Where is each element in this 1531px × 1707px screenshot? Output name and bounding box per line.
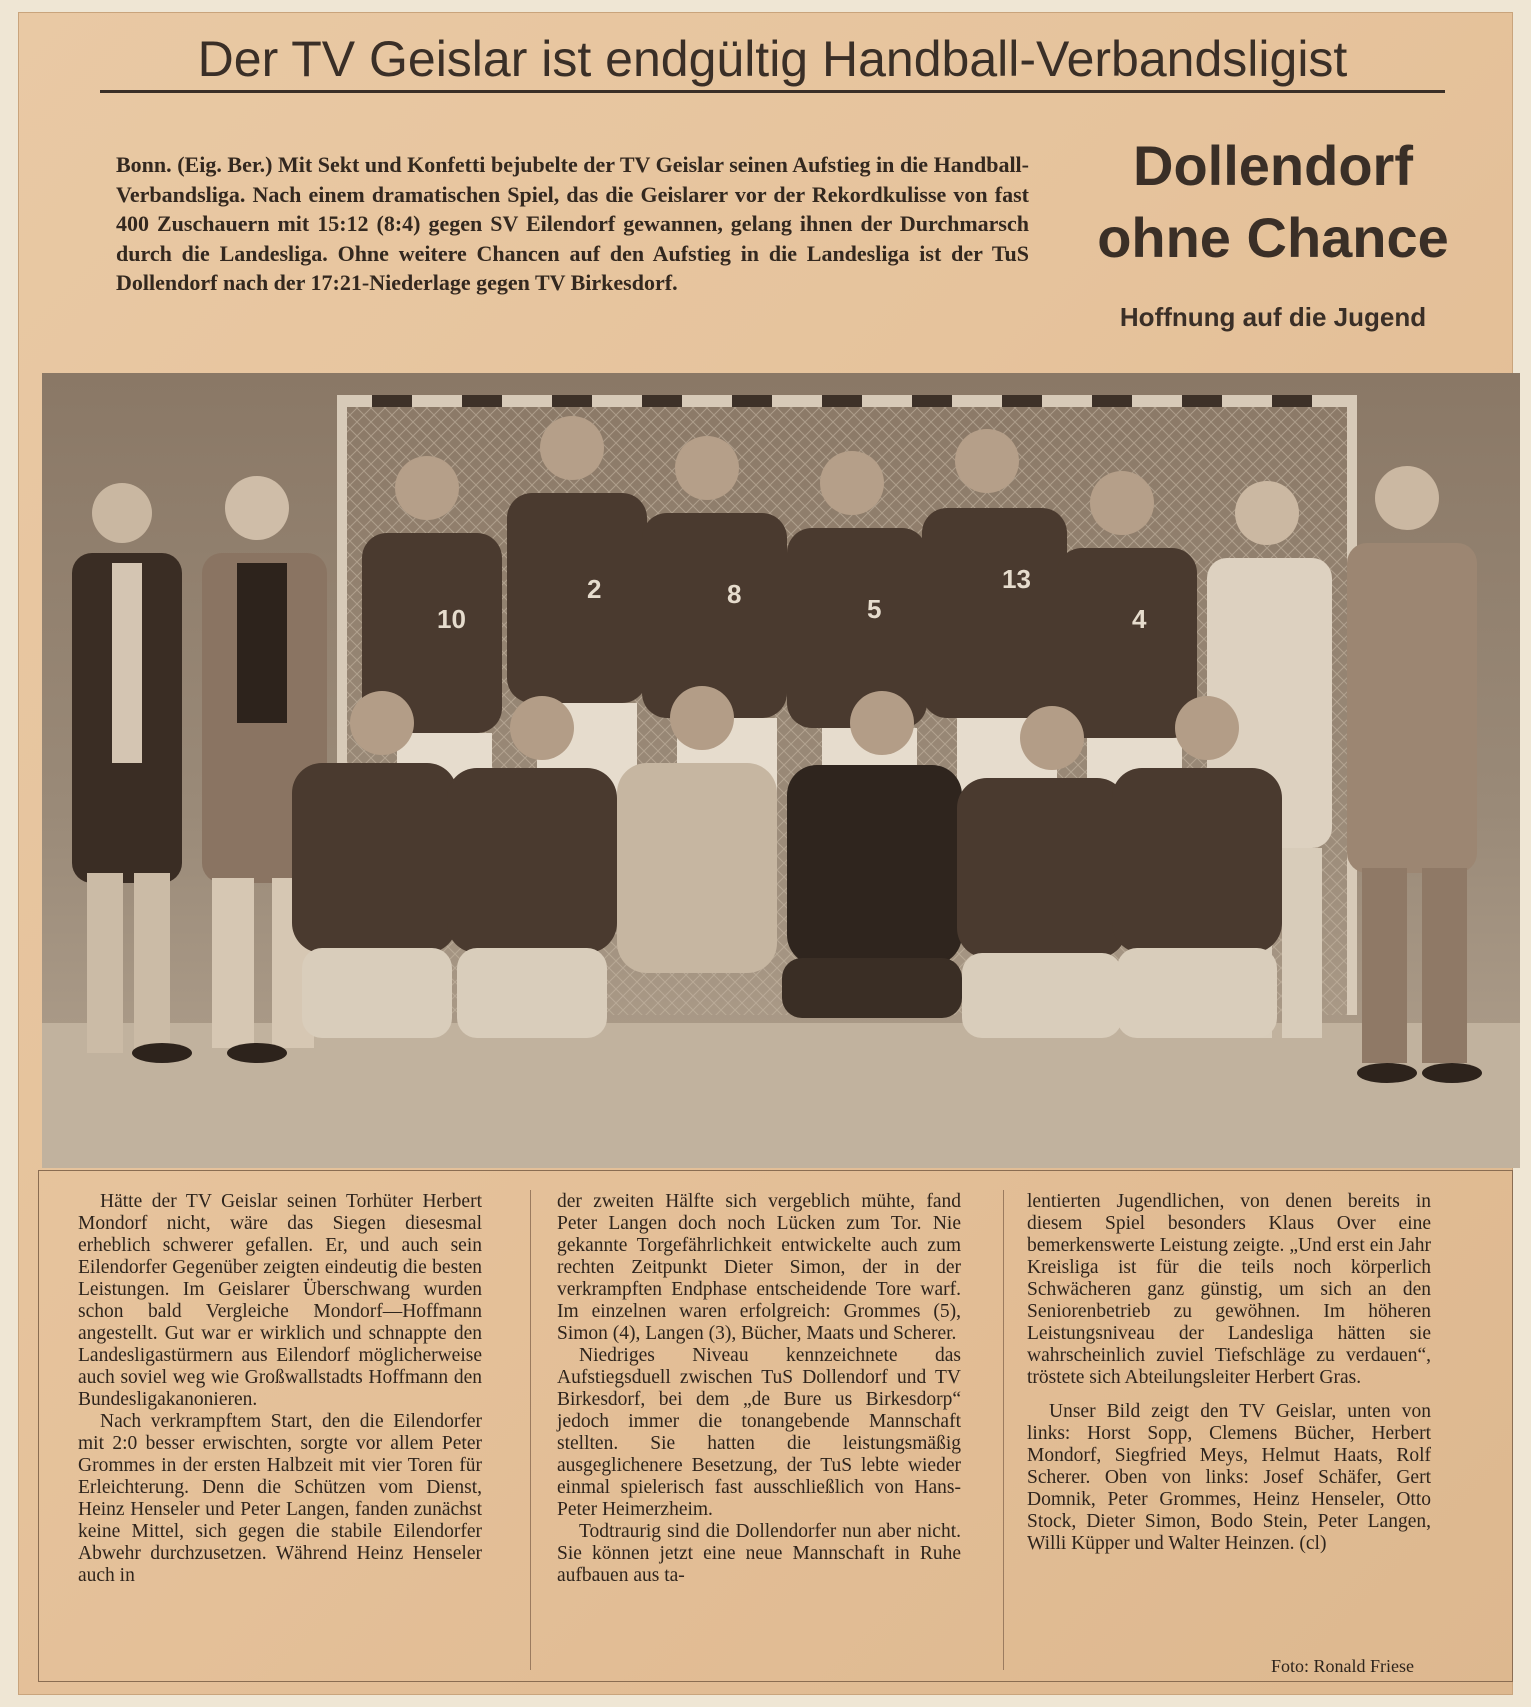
lead-paragraph: [116, 150, 1029, 298]
jersey-number: 4: [1132, 604, 1147, 634]
side-headline: [1063, 130, 1483, 274]
headline: Der TV Geislar ist endgültig Handball-Verbandsligist: [100, 30, 1445, 93]
side-headline-line2: ohne Chance: [1097, 206, 1449, 269]
photo-caption: Unser Bild zeigt den TV Geislar, unten von links: Horst Sopp, Clemens Bücher, Herbert Mondorf, Siegfried Meys, Helmut Haats, Rolf Scherer. Oben von links: Josef Schäfer, Gert Domnik, Peter Grommes, Heinz Henseler, Otto Stock, Dieter Simon, Bodo Stein, Peter Langen, Willi Küpper und Walter Heinzen. (cl): [1027, 1401, 1431, 1554]
team-photo-illustration: [42, 373, 1520, 1168]
team-photo: [42, 373, 1520, 1168]
side-headline-line1: Dollendorf: [1133, 134, 1413, 197]
jersey-number: 13: [1002, 564, 1031, 594]
article-paragraph: lentierten Jugendlichen, von denen bereits in diesem Spiel besonders Klaus Over eine bemerkenswerte Leistung zeigte. „Und erst ein Jahr Kreisliga ist für die teils noch körperlich Schwächeren ganz günstig, um sich an den Seniorenbetrieb zu gewöhnen. Im höheren Leistungsniveau der Landesliga hätten sie wahrscheinlich zuviel Tiefschläge zu verdauen“, tröstete sich Abteilungsleiter Herbert Gras.: [1027, 1191, 1431, 1388]
article-column-3: [1027, 1191, 1431, 1555]
photo-credit: Foto: Ronald Friese: [1271, 1656, 1414, 1676]
article-paragraph: Nach verkrampftem Start, den die Eilendorfer mit 2:0 besser erwischten, sorgte vor allem Peter Grommes in der ersten Halbzeit mit vier Toren für Erleichterung. Denn die Schützen vom Dienst, Heinz Henseler und Peter Langen, fanden zunächst keine Mittel, sich gegen die stabile Eilendorfer Abwehr durchzusetzen. Während Heinz Henseler auch in: [78, 1411, 482, 1586]
article-paragraph: Niedriges Niveau kennzeichnete das Aufstiegsduell zwischen TuS Dollendorf und TV Birkesdorf, bei dem „de Bure us Birkesdorp“ jedoch immer die tonangebende Mannschaft stellten. Sie hatten die leistungsmäßig ausgeglichenere Besetzung, der TuS lebte wieder einmal spielerisch fast ausschließlich von Hans-Peter Heimerzheim.: [557, 1345, 961, 1520]
article-paragraph: der zweiten Hälfte sich vergeblich mühte, fand Peter Langen doch noch Lücken zum Tor. Nie gekannte Torgefährlichkeit entwickelte auch zum rechten Zeitpunkt Dieter Simon, der in der verkrampften Endphase entscheidende Tore warf. Im einzelnen waren erfolgreich: Grommes (5), Simon (4), Langen (3), Bücher, Maats und Scherer.: [557, 1191, 961, 1344]
column-divider: [530, 1190, 531, 1670]
article-column-2: [557, 1191, 961, 1587]
side-subheadline: Hoffnung auf die Jugend: [1119, 302, 1427, 332]
jersey-number: 5: [867, 594, 882, 624]
column-divider: [1003, 1190, 1004, 1670]
article-column-1: [78, 1191, 482, 1587]
jersey-number: 10: [437, 604, 466, 634]
article-paragraph: Hätte der TV Geislar seinen Torhüter Herbert Mondorf nicht, wäre das Siegen diesesmal erheblich schwerer gefallen. Er, und auch sein Eilendorfer Gegenüber zeigten eindeutig die besten Leistungen. Im Geislarer Überschwang wurden schon bald Vergleiche Mondorf—Hoffmann angestellt. Gut war er wirklich und schnappte den Landesligastürmern aus Eilendorf möglicherweise auch soviel weg wie Großwallstadts Hoffmann den Bundesligakanonieren.: [78, 1191, 482, 1410]
jersey-number: 2: [587, 574, 602, 604]
lead-text: Bonn. (Eig. Ber.) Mit Sekt und Konfetti bejubelte der TV Geislar seinen Aufstieg in die Handball-Verbandsliga. Nach einem dramatischen Spiel, das die Geislarer vor der Rekordkulisse von fast 400 Zuschauern mit 15:12 (8:4) gegen SV Eilendorf gewannen, gelang ihnen der Durchmarsch durch die Landesliga. Ohne weitere Chancen auf den Aufstieg in die Landesliga ist der TuS Dollendorf nach der 17:21-Niederlage gegen TV Birkesdorf.: [116, 152, 1029, 295]
jersey-number: 8: [727, 579, 742, 609]
article-paragraph: Todtraurig sind die Dollendorfer nun aber nicht. Sie können jetzt eine neue Mannschaft in Ruhe aufbauen aus ta-: [557, 1521, 961, 1586]
